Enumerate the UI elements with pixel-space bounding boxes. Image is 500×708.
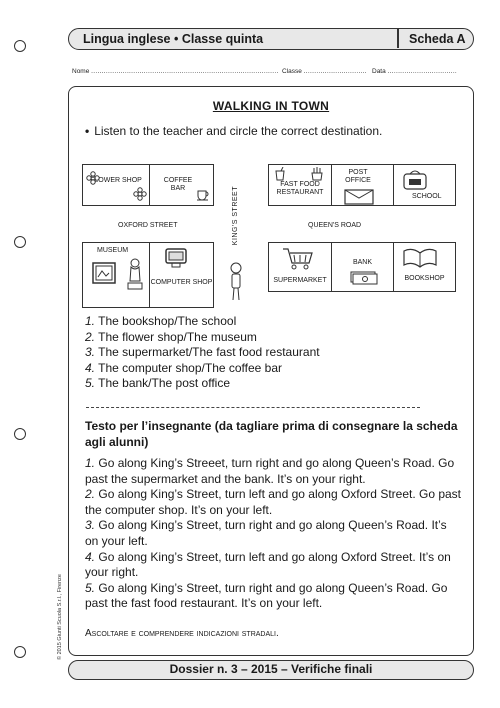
- item-text: Go along King’s Street, turn left and go along Oxford Street. It’s on your right.: [85, 549, 451, 580]
- map-label: POST OFFICE: [345, 169, 371, 185]
- date-label: Data: [372, 68, 386, 75]
- statue-icon: [125, 257, 145, 291]
- map-label: MUSEUM: [97, 247, 129, 254]
- map-computer-shop[interactable]: [150, 243, 214, 307]
- teacher-section-title: Testo per l’insegnante (da tagliare prima di consegnare la scheda agli alunni): [85, 419, 458, 449]
- map-bank[interactable]: [332, 243, 394, 291]
- map-label: FAST FOOD RESTAURANT: [276, 181, 324, 197]
- item-number: 4.: [85, 549, 96, 564]
- map-label: BANK: [352, 259, 373, 266]
- list-item[interactable]: [85, 361, 320, 377]
- map-flower-shop[interactable]: [82, 165, 150, 205]
- envelope-icon: [344, 189, 374, 205]
- bullet-icon: •: [85, 124, 90, 138]
- question-list: [85, 314, 320, 392]
- header-divider: [397, 29, 399, 48]
- map-label: SUPERMARKET: [273, 277, 327, 284]
- teacher-text-item: [85, 518, 463, 549]
- map-fast-food[interactable]: [268, 165, 332, 205]
- page-title: WALKING IN TOWN: [212, 99, 330, 113]
- item-text: The bank/The post office: [98, 376, 230, 390]
- cut-line: [86, 407, 420, 408]
- item-text: The bookshop/The school: [98, 314, 237, 328]
- item-text: The computer shop/The coffee bar: [98, 360, 283, 375]
- item-number: 5.: [85, 376, 96, 390]
- person-icon: [229, 262, 243, 302]
- school-bag-icon: [400, 168, 430, 190]
- binder-hole: [14, 646, 26, 658]
- instruction-text: Listen to the teacher and circle the correct destination.: [94, 124, 383, 138]
- instruction: [85, 124, 382, 138]
- map-row-bottom-right: [268, 242, 456, 292]
- map-school[interactable]: [394, 165, 456, 205]
- coffee-cup-icon: [196, 189, 210, 201]
- painting-icon: [91, 261, 117, 287]
- computer-icon: [164, 247, 190, 269]
- name-label: Nome: [72, 68, 90, 75]
- teacher-text-item: [85, 487, 463, 518]
- teacher-texts: [85, 456, 463, 612]
- item-number: 5.: [85, 580, 96, 595]
- list-item[interactable]: [85, 345, 320, 361]
- map-label: COMPUTER SHOP: [150, 279, 213, 286]
- page-header: [68, 28, 474, 50]
- map-label: BOOKSHOP: [404, 275, 445, 282]
- open-book-icon: [402, 247, 438, 269]
- date-field: Data .................................: [372, 68, 458, 75]
- item-number: 3.: [85, 518, 96, 533]
- flower-icon: [133, 187, 147, 201]
- shopping-cart-icon: [281, 247, 315, 271]
- item-text: The flower shop/The museum: [98, 329, 257, 344]
- item-text: The supermarket/The fast food restaurant: [98, 345, 320, 359]
- map-museum[interactable]: [82, 243, 150, 307]
- town-map: [82, 164, 458, 310]
- binder-hole: [14, 40, 26, 52]
- map-bookshop[interactable]: [394, 243, 456, 291]
- name-field: Nome .........................................................................................: [72, 68, 279, 75]
- street-kings: KING'S STREET: [232, 186, 239, 246]
- map-row-top-right: [268, 164, 456, 206]
- item-number: 4.: [85, 360, 96, 375]
- page-footer: Dossier n. 3 – 2015 – Verifiche finali: [68, 660, 474, 680]
- map-row-top-left: [82, 164, 214, 206]
- item-number: 1.: [85, 314, 96, 328]
- map-label: FLOWER SHOP: [90, 177, 142, 184]
- teacher-text-item: [85, 456, 463, 487]
- class-field: Classe ..............................: [282, 68, 367, 75]
- item-text: Go along King’s Street, turn right and go along Queen’s Road. Go past the fast food restaurant. It’s on your left.: [85, 580, 448, 611]
- sheet-label: Scheda A: [409, 32, 466, 46]
- list-item[interactable]: [85, 376, 320, 392]
- map-coffee-bar[interactable]: [150, 165, 214, 205]
- copyright-text: © 2015 Giunti Scuola S.r.l., Firenze: [57, 574, 63, 660]
- class-label: Classe: [282, 68, 302, 75]
- item-text: Go along King’s Streeet, turn right and go along Queen’s Road. Go past the supermarket and the bank. It’s on your right.: [85, 456, 455, 486]
- street-queens: QUEEN'S ROAD: [308, 222, 362, 229]
- flower-icon: [86, 171, 100, 185]
- teacher-text-item: [85, 581, 463, 612]
- skill-label: Ascoltare e comprendere indicazioni stradali.: [85, 628, 279, 639]
- binder-hole: [14, 236, 26, 248]
- list-item[interactable]: [85, 314, 320, 330]
- banknotes-icon: [350, 271, 378, 285]
- teacher-text-item: [85, 550, 463, 581]
- fries-icon: [309, 167, 325, 181]
- map-label: COFFEE BAR: [163, 177, 193, 193]
- item-number: 3.: [85, 345, 96, 359]
- drink-icon: [273, 167, 287, 181]
- list-item[interactable]: [85, 330, 320, 346]
- subject-label: Lingua inglese • Classe quinta: [83, 32, 264, 46]
- item-number: 2.: [85, 487, 96, 502]
- map-row-bottom-left: [82, 242, 214, 308]
- item-text: Go along King’s Street, turn right and go along Queen’s Road. It’s on your left.: [85, 518, 447, 548]
- binder-hole: [14, 428, 26, 440]
- item-number: 1.: [85, 456, 96, 470]
- item-number: 2.: [85, 329, 96, 344]
- street-oxford: OXFORD STREET: [118, 222, 178, 229]
- map-label: SCHOOL: [412, 193, 442, 200]
- map-supermarket[interactable]: [268, 243, 332, 291]
- item-text: Go along King’s Street, turn left and go along Oxford Street. Go past the computer shop. It’s on your left.: [85, 487, 462, 517]
- map-post-office[interactable]: [332, 165, 394, 205]
